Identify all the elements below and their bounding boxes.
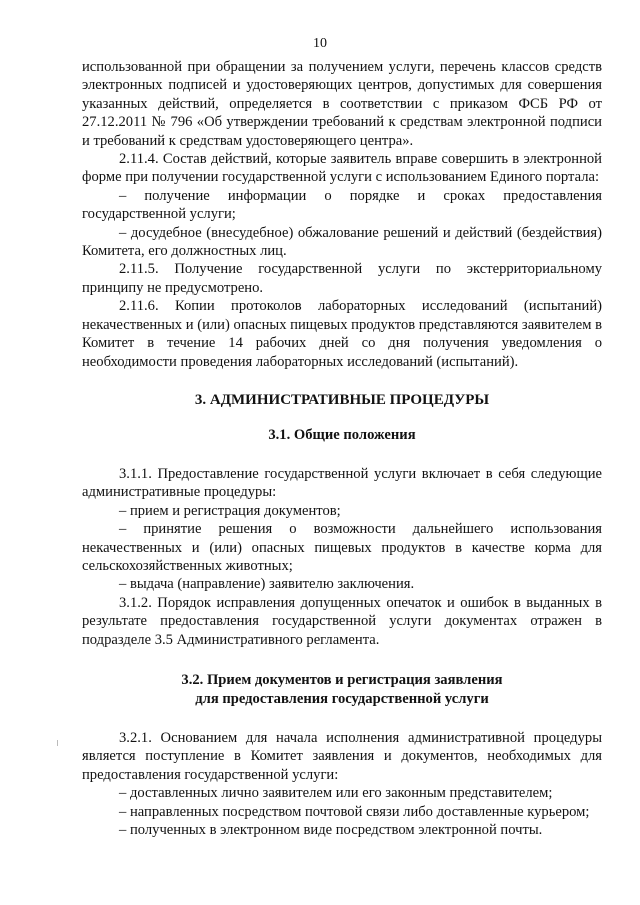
list-item: – досудебное (внесудебное) обжалование решений и действий (бездействия) Комитета, его должностных лиц.: [82, 224, 602, 260]
paragraph: 3.1.1. Предоставление государственной услуги включает в себя следующие административные процедуры:: [82, 465, 602, 501]
subsection-title: 3.2. Прием документов и регистрация заявления: [181, 671, 503, 688]
margin-mark: [57, 740, 58, 746]
paragraph: использованной при обращении за получением услуги, перечень классов средств электронных подписей и удостоверяющих центров, допустимых для совершения указанных действий, определяется в соответствии с приказом ФСБ РФ от 27.12.2011 № 796 «Об утверждении требований к средствам электронной подписи и требований к средствам удостоверяющего центра».: [82, 59, 602, 149]
list-item: – направленных посредством почтовой связи либо доставленные курьером;: [119, 803, 590, 820]
list-item: – получение информации о порядке и сроках предоставления государственной услуги;: [82, 187, 602, 223]
subsection-title-line2: для предоставления государственной услуги: [195, 690, 489, 707]
subsection-title: 3.1. Общие положения: [268, 426, 416, 443]
list-item: – полученных в электронном виде посредством электронной почты.: [119, 822, 543, 838]
page-number: 10: [313, 36, 327, 51]
paragraph: 3.1.2. Порядок исправления допущенных опечаток и ошибок в выданных в результате предоставления государственной услуги документах отражен в подразделе 3.5 Административного регламента.: [82, 594, 602, 648]
paragraph: 2.11.4. Состав действий, которые заявитель вправе совершить в электронной форме при получении государственной услуги с использованием Единого портала:: [82, 151, 602, 186]
list-item: – доставленных лично заявителем или его законным представителем;: [119, 785, 553, 802]
list-item: – выдача (направление) заявителю заключения.: [119, 576, 415, 593]
paragraph: 2.11.6. Копии протоколов лабораторных исследований (испытаний) некачественных и (или) опасных пищевых продуктов представляются заявителем в Комитет в течение 14 рабочих дней со дня получения уведомления о необходимости проведения лабораторных исследований (испытаний).: [82, 298, 602, 370]
list-item: – принятие решения о возможности дальнейшего использования некачественных и (или) опасных пищевых продуктов в качестве корма для сельскохозяйственных животных;: [82, 521, 602, 574]
paragraph: 2.11.5. Получение государственной услуги по экстерриториальному принципу не предусмотрено.: [82, 261, 602, 296]
paragraph: 3.2.1. Основанием для начала исполнения административной процедуры является поступление в Комитет заявления и документов, необходимых для предоставления государственной услуги:: [82, 729, 602, 783]
document-body: [82, 58, 602, 839]
section-title: 3. АДМИНИСТРАТИВНЫЕ ПРОЦЕДУРЫ: [194, 391, 490, 408]
list-item: – прием и регистрация документов;: [119, 502, 341, 519]
